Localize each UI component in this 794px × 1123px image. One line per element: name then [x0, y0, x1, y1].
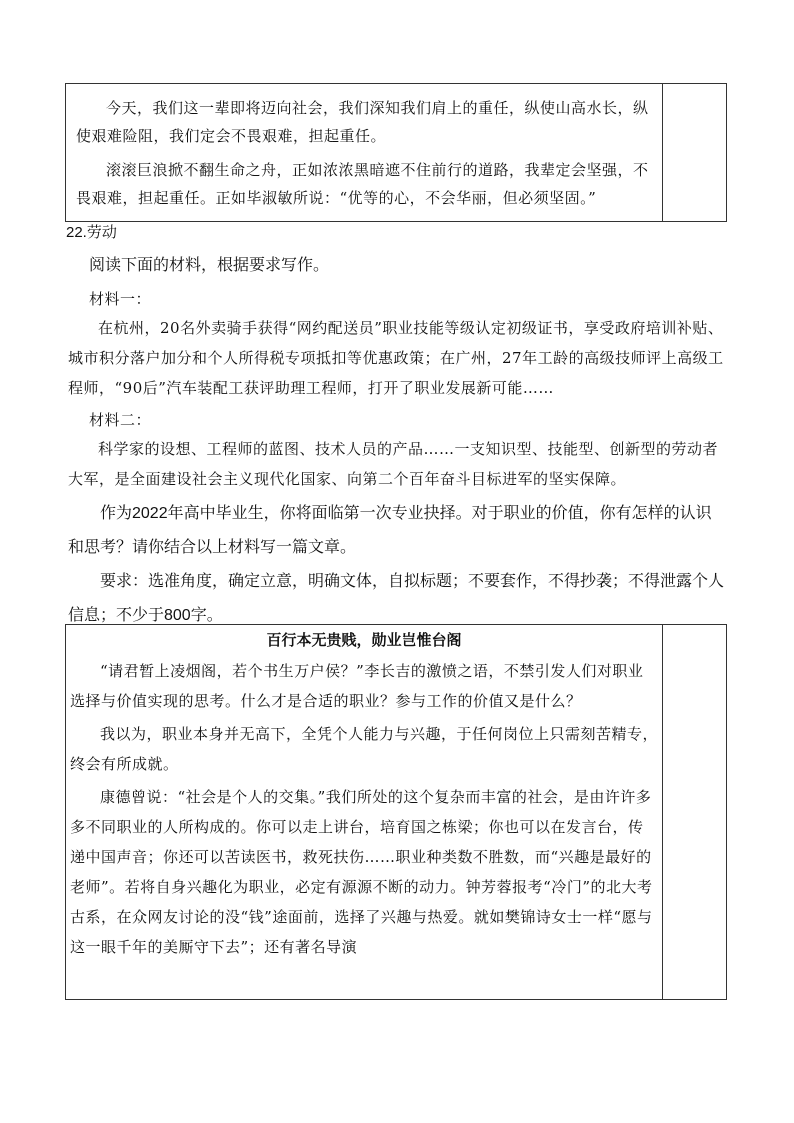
answer-box-top	[65, 83, 727, 222]
essay-paragraph: 康德曾说：“社会是个人的交集。”我们所处的这个复杂而丰富的社会，是由许许多多不同职业的人所构成的。你可以走上讲台，培育国之栋梁；你也可以在发言台，传递中国声音；你还可以苦读医书，救死扶伤……职业种类数不胜数，而“兴趣是最好的老师”。若将自身兴趣化为职业，必定有源源不断的动力。钟芳蓉报考“冷门”的北大考古系，在众网友讨论的没“钱”途面前，选择了兴趣与热爱。就如樊锦诗女士一样“愿与这一眼千年的美厮守下去”；还有著名导演	[70, 788, 653, 956]
material-1-text: 在杭州，20名外卖骑手获得“网约配送员”职业技能等级认定初级证书，享受政府培训补贴、城市积分落户加分和个人所得税专项抵扣等优惠政策；在广州，27年工龄的高级技师评上高级工程师，“90后”汽车装配工获评助理工程师，打开了职业发展新可能……	[68, 319, 724, 397]
essay-paragraph: 我以为，职业本身并无高下，全凭个人能力与兴趣，于任何岗位上只需刻苦精专，终会有所成就。	[70, 725, 659, 773]
box-column-divider	[662, 625, 663, 999]
box-column-divider	[662, 84, 663, 221]
material-2-text: 科学家的设想、工程师的蓝图、技术人员的产品……一支知识型、技能型、创新型的劳动者大军，是全面建设社会主义现代化国家、向第二个百年奋斗目标进军的坚实保障。	[68, 440, 719, 488]
task-instruction: 阅读下面的材料，根据要求写作。	[89, 257, 330, 274]
material-1-label: 材料一：	[89, 290, 152, 308]
essay-title: 百行本无贵贱，勋业岂惟台阁	[266, 632, 462, 649]
essay-box	[65, 624, 727, 1000]
paragraph: 滚滚巨浪掀不翻生命之舟，正如浓浓黑暗遮不住前行的道路，我辈定会坚强，不畏艰难，担起重任。正如毕淑敏所说：“优等的心，不会华丽，但必须坚固。”	[76, 161, 649, 207]
writing-prompt: 作为2022年高中毕业生，你将面临第一次专业抉择。对于职业的价值，你有怎样的认识和思考？请你结合以上材料写一篇文章。	[68, 505, 712, 556]
task-heading: 22.劳动	[66, 224, 117, 241]
essay-content	[70, 626, 658, 962]
paragraph: 今天，我们这一辈即将迈向社会，我们深知我们肩上的重任，纵使山高水长，纵使艰难险阻，我们定会不畏艰难，担起重任。	[76, 99, 649, 145]
material-2-label: 材料二：	[89, 411, 152, 429]
answer-text	[76, 94, 656, 212]
essay-paragraph: “请君暂上凌烟阁，若个书生万户侯？”李长吉的激愤之语，不禁引发人们对职业选择与价值实现的思考。什么才是合适的职业？参与工作的价值又是什么？	[70, 662, 644, 710]
writing-requirements: 要求：选准角度，确定立意，明确文体，自拟标题；不要套作，不得抄袭；不得泄露个人信息；不少于800字。	[68, 573, 725, 624]
